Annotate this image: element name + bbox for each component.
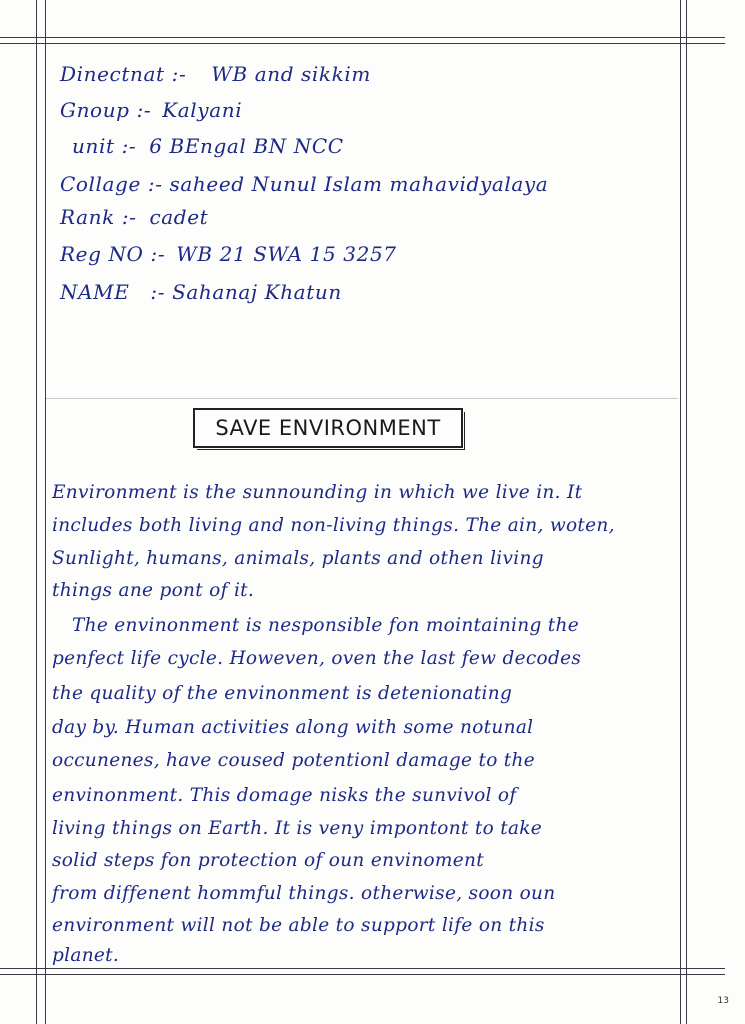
info-directorate [60, 62, 371, 86]
essay-line: penfect life cycle. Howeven, oven the last few decodes [52, 648, 582, 669]
info-separator: :- [121, 134, 137, 158]
info-name [60, 280, 342, 304]
info-label: Dinectnat [60, 62, 165, 86]
essay-line: day by. Human activities along with some notunal [52, 717, 534, 738]
essay-line: environment will not be able to support life on this [52, 915, 545, 936]
essay-line: occunenes, have coused potentionl damage to the [52, 750, 536, 771]
info-separator: :- [150, 280, 166, 304]
info-reg-no [60, 242, 397, 266]
essay-line: the quality of the envinonment is detenionating [52, 683, 513, 704]
info-separator: :- [171, 62, 187, 86]
info-value: 6 BEngal BN NCC [149, 134, 344, 158]
info-separator: :- [150, 242, 166, 266]
info-value: WB 21 SWA 15 3257 [176, 242, 397, 266]
essay-line: living things on Earth. It is veny impontont to take [52, 818, 543, 839]
left-margin-line-1 [36, 0, 37, 1024]
top-border-line-1 [0, 37, 725, 38]
essay-line: solid steps fon protection of oun envinoment [52, 850, 484, 871]
left-margin-line-2 [45, 0, 46, 1024]
info-separator: :- [147, 172, 163, 196]
info-value: Sahanaj Khatun [172, 280, 342, 304]
essay-title-box [193, 408, 463, 448]
info-label: Reg NO [60, 242, 144, 266]
mid-ruled-line [46, 398, 678, 399]
essay-line: planet. [52, 945, 120, 966]
info-rank [60, 205, 208, 229]
info-label: unit [72, 134, 115, 158]
essay-line: The envinonment is nesponsible fon mointaining the [72, 615, 579, 636]
info-label: NAME [60, 280, 130, 304]
essay-line: from diffenent hommful things. otherwise, soon oun [52, 883, 556, 904]
info-value: saheed Nunul Islam mahavidyalaya [169, 172, 549, 196]
page-number: 13 [717, 996, 729, 1006]
info-value: WB and sikkim [211, 62, 371, 86]
info-separator: :- [136, 98, 152, 122]
essay-line: envinonment. This domage nisks the sunvivol of [52, 785, 517, 806]
info-separator: :- [121, 205, 137, 229]
info-college [60, 172, 548, 196]
info-label: Collage [60, 172, 141, 196]
info-value: Kalyani [162, 98, 243, 122]
info-label: Rank [60, 205, 115, 229]
essay-line: Environment is the sunnounding in which we live in. It [52, 482, 583, 503]
top-border-line-2 [0, 43, 725, 44]
right-margin-line-2 [686, 0, 687, 1024]
info-label: Gnoup [60, 98, 130, 122]
info-unit [72, 134, 344, 158]
bottom-border-line-2 [0, 974, 725, 975]
info-value: cadet [149, 205, 209, 229]
essay-line: things ane pont of it. [52, 580, 255, 601]
essay-line: includes both living and non-living things. The ain, woten, [52, 515, 615, 536]
right-margin-line-1 [680, 0, 681, 1024]
essay-line: Sunlight, humans, animals, plants and othen living [52, 548, 544, 569]
essay-title: SAVE ENVIRONMENT [215, 416, 441, 440]
info-group [60, 98, 242, 122]
bottom-border-line-1 [0, 968, 725, 969]
